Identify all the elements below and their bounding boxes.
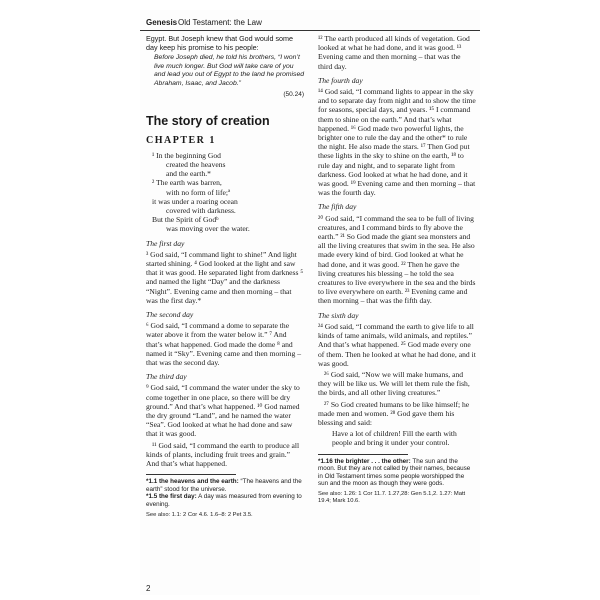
footnote-text: “The heavens and the earth” stood for the universe. — [146, 478, 302, 493]
quote-reference: (50.24) — [283, 91, 304, 99]
verse-paragraph: ³ God said, “I command light to shine!” And light started shining. ⁴ God looked at the light and saw that it was good. He separated light from darkness ⁵ and named the light “Day” and the darkness “Night”. Evening came and then morning – that was the first day.* — [146, 249, 304, 305]
footnote-term: *1.1 the heavens and the earth: — [146, 478, 239, 486]
subheading-second-day: The second day — [146, 310, 194, 320]
right-column — [318, 34, 476, 505]
subheading-first-day: The first day — [146, 238, 185, 248]
poem-line: created the heavens — [166, 159, 226, 169]
joseph-quote: Before Joseph died, he told his brothers, “I won’t live much longer. But God will take care of you and lead you out of Egypt to the land he promised Abraham, Isaac, and Jacob.” — [154, 54, 305, 87]
bible-page — [140, 10, 480, 595]
left-column — [146, 34, 304, 519]
verse-paragraph: ²⁶ God said, “Now we will make humans, and they will be like us. We will let them rule the fish, the birds, and all other living creatures.” — [318, 369, 470, 398]
see-also: See also: 1.26: 1 Cor 11.7. 1.27,28: Gen 5.1,2. 1.27: Matt 19.4; Mark 10.6. — [318, 490, 466, 504]
verse-paragraph: ²⁷ So God created humans to be like himself; he made men and women. ²⁸ God gave them his blessing and said: — [318, 399, 470, 427]
subheading-third-day: The third day — [146, 372, 187, 382]
verse-paragraph: ²⁴ God said, “I command the earth to give life to all kinds of tame animals, wild animals, and reptiles.” And that’s what happened. ²⁵ God made every one of them. Then he looked at what he had done, and it was good. — [318, 321, 476, 368]
footnote-divider — [146, 474, 236, 475]
blessing-poem: Have a lot of children! Fill the earth with people and bring it under your control. — [332, 429, 457, 448]
footnote-term: *1.16 the brighter . . . the other: — [318, 457, 411, 465]
header-section: Old Testament: the Law — [178, 18, 262, 27]
subheading-fifth-day: The fifth day — [318, 202, 357, 212]
footnote-text: A day was measured from evening to evening. — [146, 493, 302, 509]
creation-poem — [146, 151, 304, 234]
poem-line: was moving over the water. — [166, 224, 250, 234]
poem-line: ² The earth was barren, — [152, 178, 222, 188]
poem-line: with no form of life;ª — [166, 187, 231, 197]
intro-text: Egypt. But Joseph knew that God would some day keep his promise to his people: — [146, 34, 294, 52]
poem-line: and the earth.* — [166, 169, 211, 179]
poem-line: ¹ In the beginning God — [152, 150, 221, 160]
subheading-fourth-day: The fourth day — [318, 75, 363, 85]
footnote-term: *1.5 the first day: — [146, 493, 197, 501]
see-also: See also: 1.1: 2 Cor 4.6. 1.6–8: 2 Pet 3.5. — [146, 511, 253, 518]
footnotes — [146, 478, 304, 508]
verse-paragraph: ¹² The earth produced all kinds of vegetation. God looked at what he had done, and it was good. ¹³ Evening came and then morning – that was the third day. — [318, 34, 470, 71]
verse-paragraph: ¹⁴ God said, “I command lights to appear in the sky and to separate day from night and to show the time for seasons, special days, and years. ¹⁵ I command them to shine on the earth.” And that’s what happened. ¹⁶ God made two powerful lights, the brighter one to rule the day and the other* to rule the night. He also made the stars. ¹⁷ Then God put these lights in the sky to shine on the earth, ¹⁸ to rule day and night, and to separate light from darkness. God looked at what he had done, and it was good. ¹⁹ Evening came and then morning – that was the fourth day. — [318, 87, 476, 198]
section-title: The story of creation — [146, 113, 270, 128]
running-header — [140, 10, 480, 31]
verse-paragraph: ⁶ God said, “I command a dome to separate the water above it from the water below it.” ⁷ And that’s what happened. God made the dome ⁸ and named it “Sky”. Evening came and then morning – that was the second day. — [146, 321, 301, 368]
footnotes — [318, 458, 476, 488]
verse-paragraph: ²⁰ God said, “I command the sea to be full of living creatures, and I command birds to fly above the earth.” ²¹ So God made the giant sea monsters and all the living creatures that swim in the sea. He also made every kind of bird. God looked at what he had done, and it was good. ²² Then he gave the living creatures his blessing – he told the sea creatures to live everywhere in the sea and the birds to live everywhere on earth. ²³ Evening came and then morning – that was the fifth day. — [318, 213, 476, 306]
footnote-text: The sun and the moon. But they are not called by their names, because in Old Testament times some people worshipped the sun and the moon as though they were gods. — [318, 457, 471, 488]
poem-line: covered with darkness. — [166, 206, 236, 215]
chapter-heading: CHAPTER 1 — [146, 134, 216, 146]
poem-line: it was under a roaring ocean — [152, 196, 238, 206]
footnote-divider — [318, 454, 408, 455]
verse-paragraph: ⁹ God said, “I command the water under the sky to come together in one place, so there will be dry ground.” And that’s what happened. ¹⁰ God named the dry ground “Land”, and he named the water “Sea”. God looked at what he had done and saw that it was good. — [146, 383, 300, 439]
subheading-sixth-day: The sixth day — [318, 310, 359, 320]
header-book: Genesis — [146, 18, 178, 27]
page-number: 2 — [146, 584, 151, 593]
poem-line: But the Spirit of Godᵇ — [152, 215, 219, 225]
verse-paragraph: ¹¹ God said, “I command the earth to produce all kinds of plants, including fruit trees and grain.” And that’s what happened. — [146, 440, 300, 469]
